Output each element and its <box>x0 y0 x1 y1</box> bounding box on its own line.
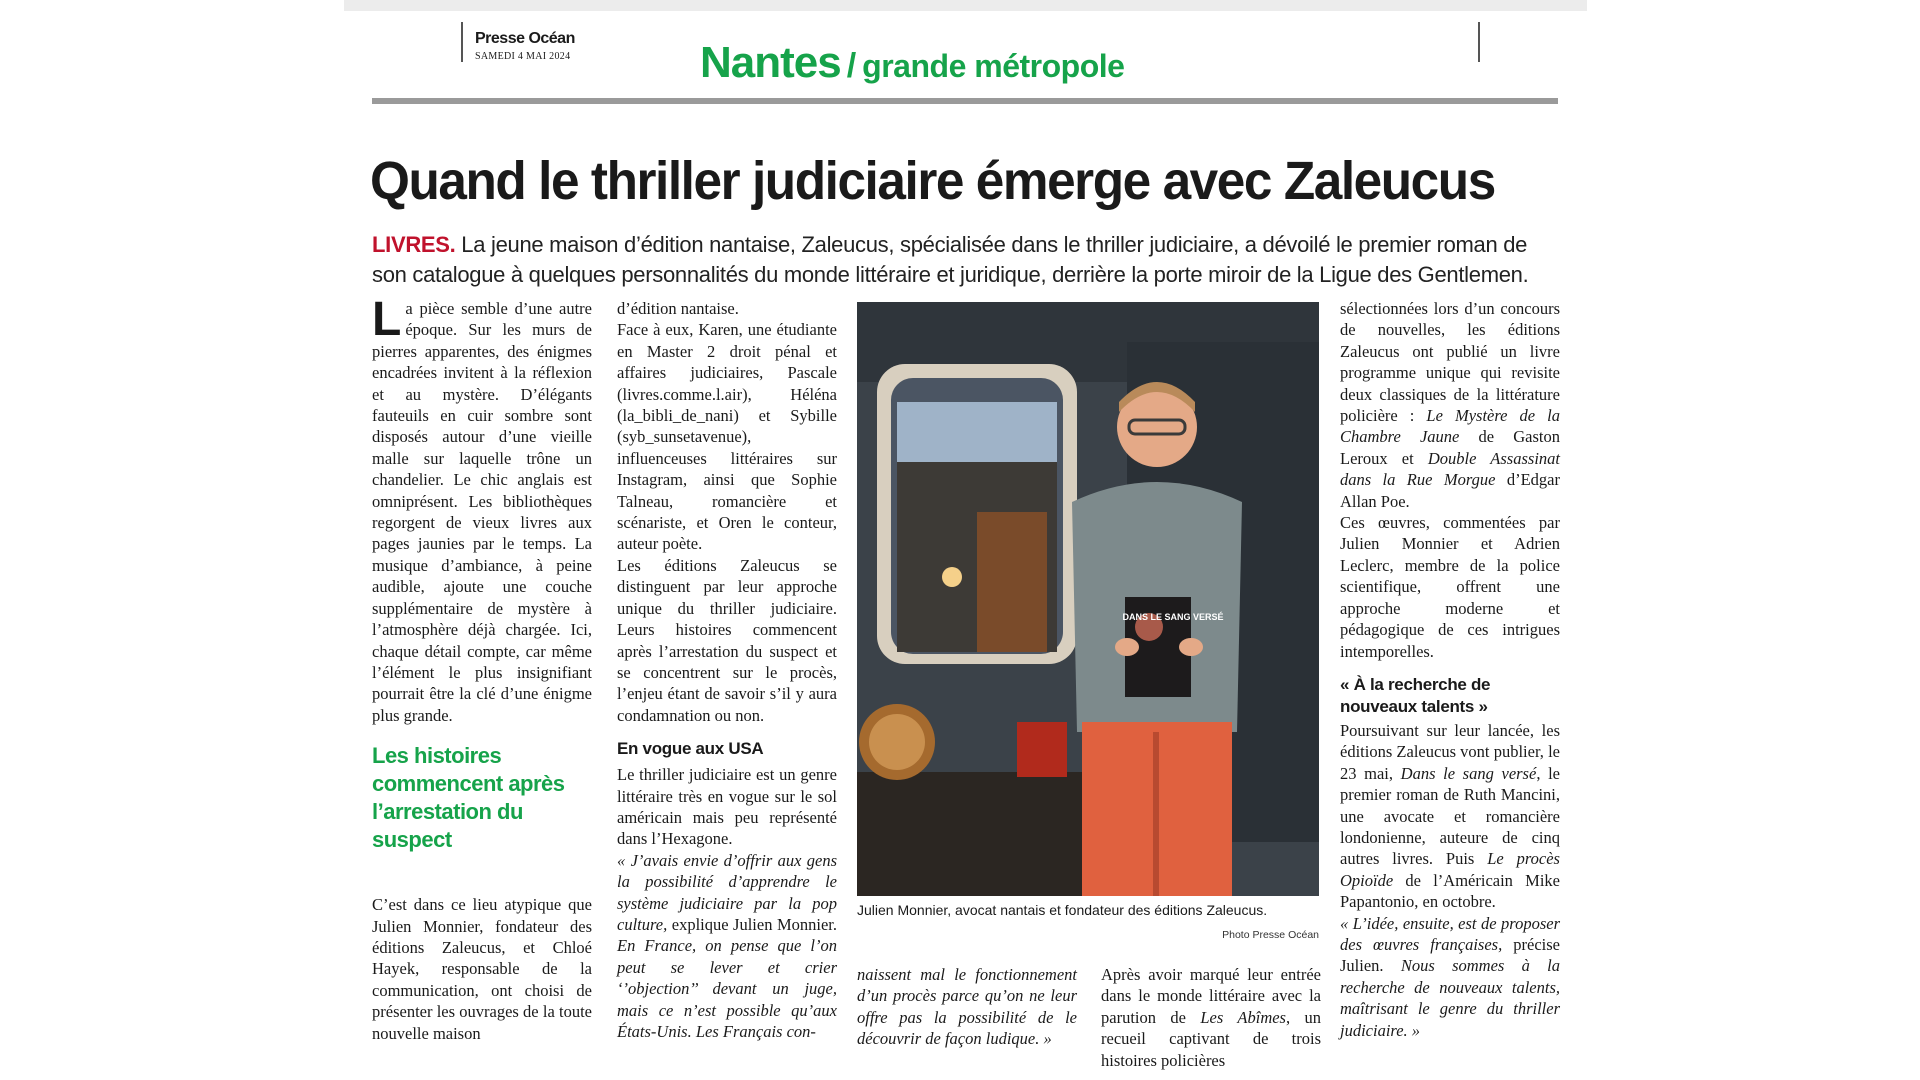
col5-subhead: « À la recherche de nouveaux talents » <box>1340 674 1491 716</box>
photo-caption: Julien Monnier, avocat nantais et fondateur des éditions Zaleucus. <box>857 902 1268 918</box>
col4-book-title: Les Abîmes <box>1200 1007 1286 1027</box>
col2-paragraph-2: Face à eux, Karen, une étudiante en Master 2 droit pénal et affaires judiciaires, Pascale (livres.comme.l.air), Héléna (la_bibli_de_nani) et Sybille (syb_sunsetavenue), influenceuses littéraires sur Instagram, ainsi que Sophie Talneau, romancière et scénariste, et Oren le conteur, auteur poète. <box>617 320 837 554</box>
col5-quote-attribution: précise Julien. <box>1340 934 1560 976</box>
col5-book-title-4: Le procès Opioïde <box>1340 849 1560 890</box>
col5-text-b: de Gaston Leroux et <box>1340 427 1560 468</box>
col3-quote: naissent mal le fonctionnement d’un procès parce qu’on ne leur offre pas la possibilité de le découvrir de façon ludique. » <box>857 965 1077 1049</box>
col2-quote-attribution: explique Julien Monnier. <box>667 914 837 934</box>
col2-quote-part-1: « J’avais envie d’offrir aux gens la possibilité d’apprendre le système judiciaire par la pop culture, <box>617 850 837 934</box>
column-3 <box>857 964 1077 1050</box>
col4-text-a: Après avoir marqué leur entrée dans le monde littéraire avec la parution de <box>1101 965 1321 1027</box>
col5-quote <box>1340 913 1560 1041</box>
photo-credit: Photo Presse Océan <box>1222 929 1319 941</box>
col5-book-title-1: Le Mystère de la Chambre Jaune <box>1340 406 1560 447</box>
masthead-divider-right <box>1478 22 1480 62</box>
masthead-divider-left <box>461 22 463 62</box>
issue-date: SAMEDI 4 MAI 2024 <box>475 51 571 62</box>
col5-book-title-2: Double Assassinat dans la Rue Morgue <box>1340 448 1560 490</box>
column-1 <box>372 293 592 1044</box>
col5-book-title-3: Dans le sang versé <box>1400 763 1537 783</box>
article-photo <box>857 302 1319 896</box>
section-sub: grande métropole <box>862 48 1125 84</box>
col2-paragraph-3: Les éditions Zaleucus se distinguent par leur approche unique du thriller judiciaire. Leurs histoires commencent après l’arrestation du suspect et se concentrent sur le procès, l’enjeu étant de savoir s’il y aura condamnation ou non. <box>617 555 837 725</box>
book-cover-title: DANS LE SANG VERSÉ <box>1122 612 1224 622</box>
col1-paragraph-2: C’est dans ce lieu atypique que Julien Monnier, fondateur des éditions Zaleucus, et Chloé Hayek, responsable de la communication, ont choisi de présenter les ouvrages de la toute nouvelle maison <box>372 895 592 1043</box>
col5-text-e: , le premier roman de Ruth Mancini, une avocate et romancière londonienne, auteure de cinq autres livres. Puis <box>1340 763 1560 869</box>
newspaper-brand: Presse Océan <box>475 30 575 47</box>
photo-illustration <box>857 302 1319 896</box>
header-rule <box>372 98 1558 104</box>
col2-paragraph-4: Le thriller judiciaire est un genre littéraire très en vogue sur le sol américain mais peu représenté dans l’Hexagone. <box>617 765 837 849</box>
col2-quote-part-2: En France, on pense que l’on peut se lever et crier ‘’objection’’ devant un juge, mais ce n’est possible qu’aux États-Unis. Les Français con- <box>617 936 837 1041</box>
col1-paragraph-1: a pièce semble d’une autre époque. Sur les murs de pierres apparentes, des énigmes encadrées invitent à la réflexion et au mystère. D’élégants fauteuils en cuir sombre sont disposés autour d’une vieille malle sur laquelle trône un chandelier. Le chic anglais est omniprésent. Les bibliothèques regorgent de vieux livres aux pages jaunies par le temps. La musique d’ambiance, à peine audible, ajoute une couche supplémentaire de mystère à l’atmosphère déjà chargée. Ici, chaque détail compte, car même l’élément le plus insignifiant pourrait être la clé d’une énigme plus grande. <box>372 299 592 725</box>
col1-subhead: Les histoires commencent après l’arrestation du suspect <box>372 743 565 853</box>
col2-subhead: En vogue aux USA <box>617 739 764 759</box>
section-main: Nantes <box>700 38 841 87</box>
col5-paragraph-1 <box>1340 298 1560 512</box>
col5-text-a: sélectionnées lors d’un concours de nouvelles, les éditions Zaleucus ont publié un livre programme unique qui revisite deux classiques de la littérature policière : <box>1340 299 1560 426</box>
column-5 <box>1340 298 1560 1041</box>
col4-text-b: , un recueil captivant de trois histoires policières <box>1101 1007 1322 1070</box>
col4-paragraph-1 <box>1101 964 1321 1071</box>
lede-kicker: LIVRES. <box>372 232 456 257</box>
col5-quote-part-1: « L’idée, ensuite, est de proposer des œuvres françaises, <box>1340 913 1560 954</box>
col5-quote-part-2: Nous sommes à la recherche de nouveaux talents, maîtrisant le genre du thriller judiciaire. » <box>1340 956 1560 1040</box>
drop-cap: L <box>372 293 402 346</box>
col2-paragraph-1: d’édition nantaise. <box>617 299 739 318</box>
col5-text-f: de l’Américain Mike Papantonio, en octobre. <box>1340 870 1560 912</box>
col5-paragraph-2: Ces œuvres, commentées par Julien Monnier et Adrien Leclerc, membre de la police scientifique, offrent une approche moderne et pédagogique de ces intrigues intemporelles. <box>1340 513 1560 661</box>
col5-text-d: Poursuivant sur leur lancée, les éditions Zaleucus vont publier, le 23 mai, <box>1340 720 1560 783</box>
section-title <box>700 38 1124 88</box>
section-separator: / <box>846 47 857 85</box>
article-lede <box>372 230 1562 290</box>
col5-paragraph-3 <box>1340 720 1560 913</box>
column-2 <box>617 298 837 1042</box>
column-4 <box>1101 964 1321 1071</box>
article-headline: Quand le thriller judiciaire émerge avec Zaleucus <box>370 151 1495 211</box>
col5-text-c: d’Edgar Allan Poe. <box>1340 470 1560 511</box>
lede-text: La jeune maison d’édition nantaise, Zaleucus, spécialisée dans le thriller judiciaire, a dévoilé le premier roman de son catalogue à quelques personnalités du monde littéraire et juridique, derrière la porte miroir de la Ligue des Gentlemen. <box>372 232 1529 287</box>
col2-quote <box>617 850 837 1043</box>
top-strip <box>344 0 1587 11</box>
